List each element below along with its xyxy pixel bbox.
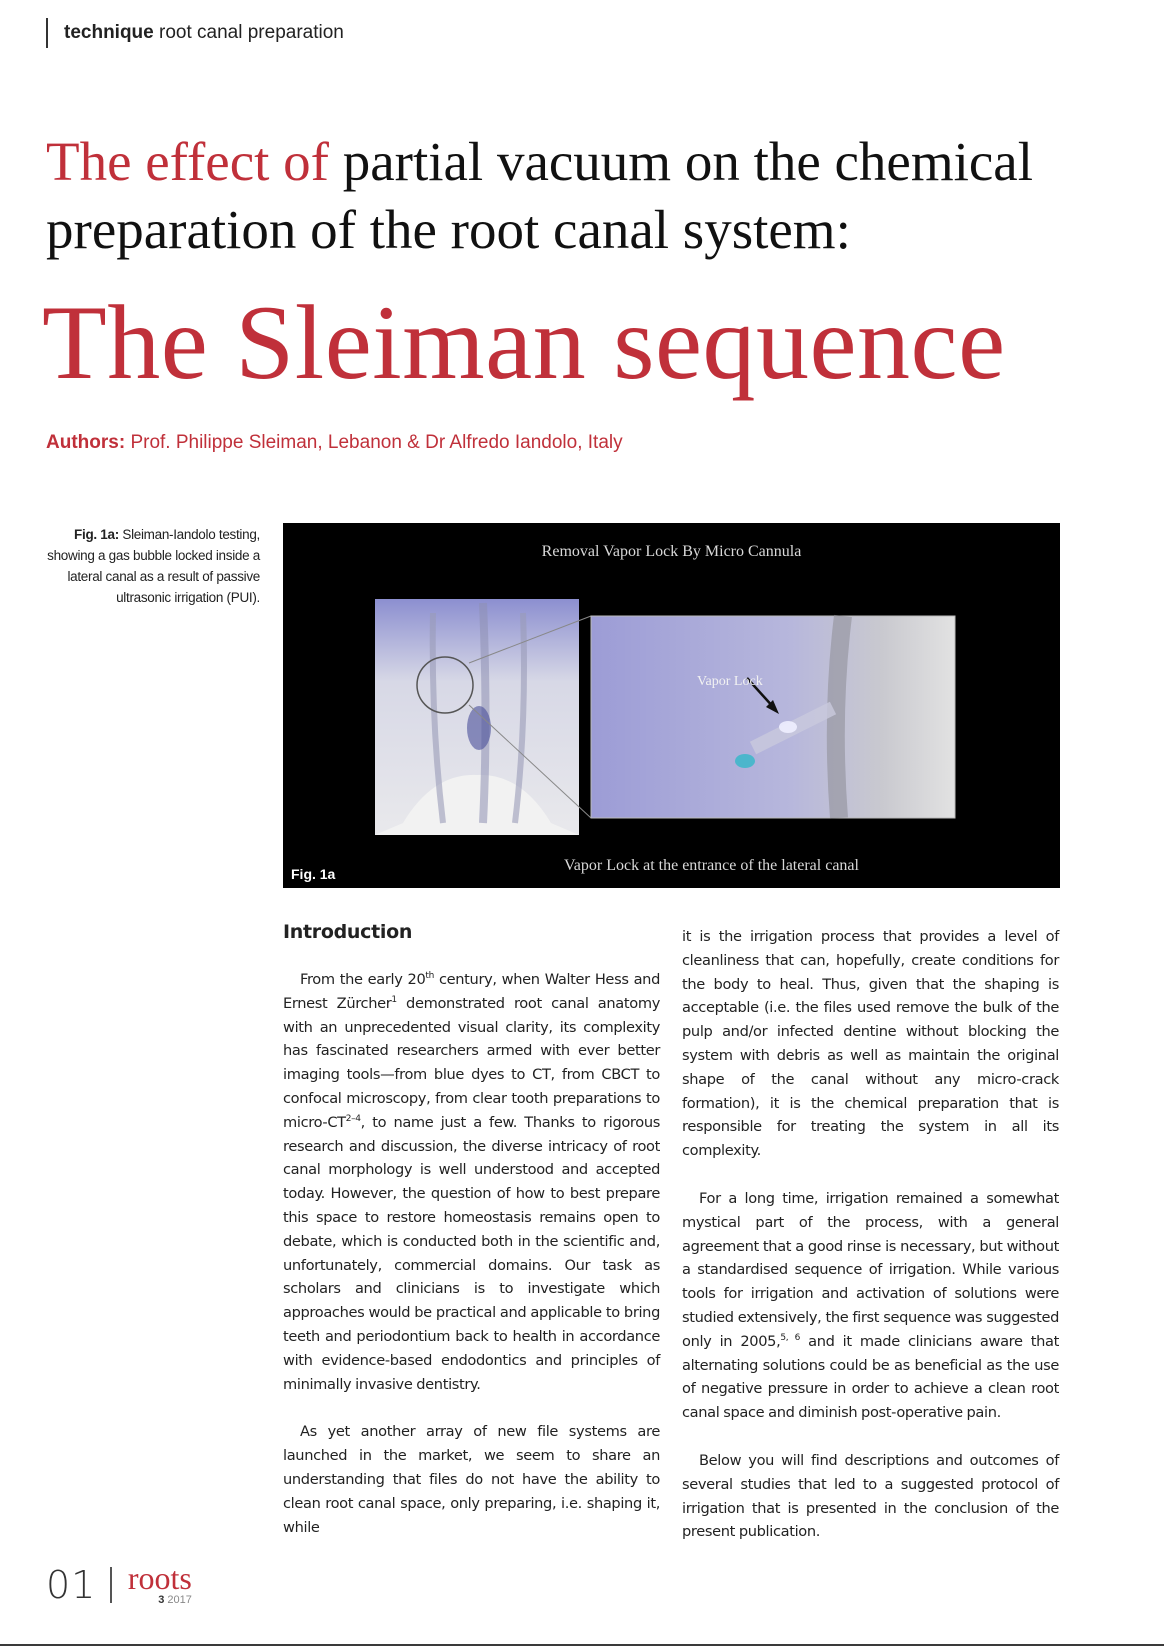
journal-issue [158, 1593, 192, 1607]
article-title [46, 128, 1126, 264]
p4-text-b: and it made clinicians aware that alternating solutions could be as beneficial as the use of negative pressure in order to achieve a clean root canal space and diminish post-operative pain. [682, 1332, 1059, 1422]
paragraph-4 [682, 1187, 1059, 1425]
authors-names: Prof. Philippe Sleiman, Lebanon & Dr Alfredo Iandolo, Italy [130, 432, 623, 453]
canal-wall [836, 616, 843, 818]
figure-caption-text: Sleiman-Iandolo testing, showing a gas bubble locked inside a lateral canal as a result of passive ultrasonic irrigation (PUI). [47, 527, 260, 605]
figure-1a [283, 523, 1060, 888]
body-column-left [283, 920, 660, 1563]
header-text [64, 22, 344, 44]
running-header [46, 18, 344, 48]
title-black-part: partial vacuum on the chemical preparation of the root canal system: [46, 131, 1034, 260]
header-divider [46, 18, 48, 48]
figure-caption [40, 524, 260, 608]
body-column-right [682, 925, 1059, 1568]
figure-label: Fig. 1a [291, 866, 336, 882]
p1-sup-2: 1 [391, 994, 397, 1005]
issue-year: 2017 [167, 1594, 192, 1606]
figure-image [283, 523, 1060, 888]
dye-spot [467, 706, 491, 750]
vapor-lock-label: Vapor Lock [697, 674, 763, 689]
p1-text-c: demonstrated root canal anatomy with an unprecedented visual clarity, its complexity has fascinated researchers armed with ever better imaging tools—from blue dyes to CT, from CBCT to confocal microscopy, from clear tooth preparations to micro-CT [283, 994, 660, 1131]
p1-text-b: century, when Walter Hess and Ernest Zürcher [283, 971, 660, 1012]
paragraph-5: Below you will find descriptions and outcomes of several studies that led to a suggested protocol of irrigation that is presented in the conclusion of the present publication. [682, 1451, 1059, 1541]
blue-dye-drop [735, 754, 755, 768]
figure-caption-label: Fig. 1a: [74, 527, 119, 542]
figure-top-caption: Removal Vapor Lock By Micro Cannula [541, 543, 802, 560]
header-section: technique [64, 22, 154, 43]
figure-bottom-caption: Vapor Lock at the entrance of the lateral canal [564, 857, 859, 874]
article-subtitle: The Sleiman sequence [42, 284, 1006, 401]
journal-logo [127, 1560, 192, 1607]
authors-line [46, 432, 623, 454]
p4-text-a: For a long time, irrigation remained a somewhat mystical part of the process, with a general agreement that a good rinse is necessary, but without a standardised sequence of irrigation. While various tools for irrigation and activation of solutions were studied extensively, the first sequence was suggested only in 2005, [682, 1189, 1059, 1350]
page-number: 01 [46, 1563, 97, 1607]
paragraph-1 [283, 968, 660, 1396]
page-footer [46, 1560, 192, 1610]
p1-text-a: From the early 20 [300, 971, 426, 988]
section-heading: Introduction [283, 921, 413, 943]
p1-text-d: , to name just a few. Thanks to rigorous research and discussion, the diverse intricacy of root canal morphology is well understood and accepted today. However, the question of how to best prepare this space to restore homeostasis remains open to debate, which is conducted both in the scientific and, unfortunately, commercial domains. Our task as scholars and clinicians is to investigate which approaches would be practical and applicable to bring teeth and periodontium back to health in accordance with evidence-based endodontics and principles of minimally invasive dentistry. [283, 1113, 660, 1393]
p1-sup-1: th [425, 971, 434, 982]
p4-sup: 5, 6 [780, 1332, 800, 1343]
p1-sup-3: 2–4 [345, 1113, 361, 1124]
authors-label: Authors: [46, 432, 126, 453]
paragraph-3: it is the irrigation process that provides a level of cleanliness that can, hopefully, create conditions for the body to heal. Thus, given that the shaping is acceptable (i.e. the files used remove the bulk of the pulp and/or infected dentine without blocking the system with debris as well as maintain the original shape of the canal without any micro-crack formation), it is the chemical preparation that is responsible for treating the system in all its complexity. [682, 928, 1059, 1160]
zoom-panel [591, 616, 955, 818]
title-red-part: The effect of [46, 131, 329, 192]
footer-divider [110, 1567, 112, 1603]
journal-name: roots [127, 1560, 192, 1596]
issue-number: 3 [158, 1594, 165, 1606]
paragraph-2: As yet another array of new file systems are launched in the market, we seem to share an understanding that files do not have the ability to clean root canal space, only preparing, i.e. shaping it, while [283, 1423, 660, 1536]
gas-bubble [779, 721, 797, 733]
header-topic: root canal preparation [159, 22, 344, 43]
